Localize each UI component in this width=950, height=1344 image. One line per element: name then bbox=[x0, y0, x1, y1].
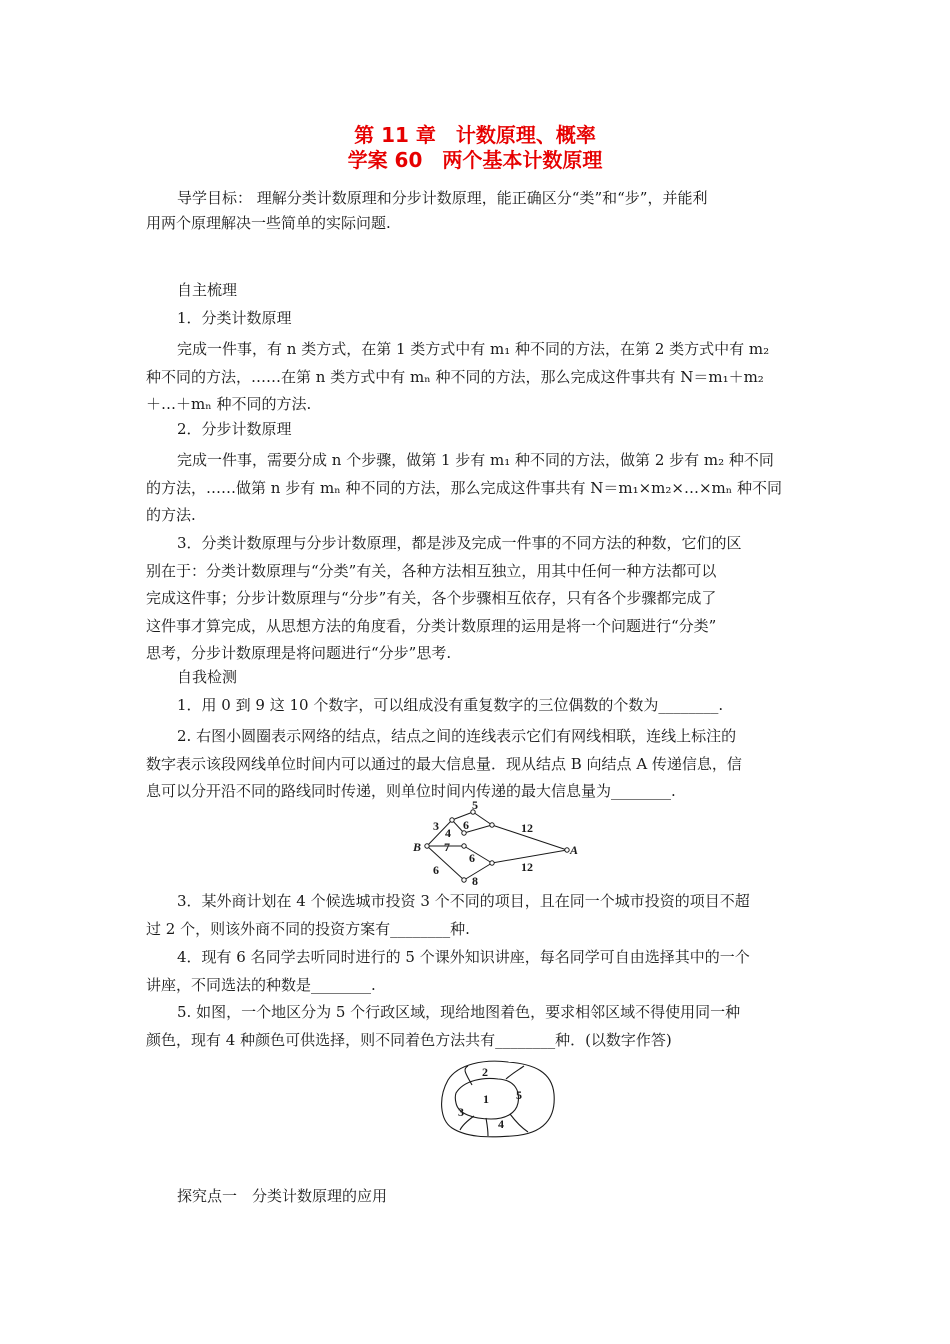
text-line: 的方法，……做第 n 步有 mₙ 种不同的方法，那么完成这件事共有 N＝m₁×m₂×…×mₙ 种不同 bbox=[146, 478, 783, 497]
question-1: 1．用 0 到 9 这 10 个数字，可以组成没有重复数字的三位偶数的个数为________. bbox=[177, 696, 724, 714]
goal-line: 导学目标： 理解分类计数原理和分步计数原理，能正确区分“类”和“步”，并能利 bbox=[177, 189, 708, 207]
edge-label: 4 bbox=[445, 826, 451, 840]
learning-goal bbox=[146, 189, 806, 233]
goal-line: 用两个原理解决一些简单的实际问题. bbox=[146, 214, 391, 232]
principle-2-title: 2．分步计数原理 bbox=[177, 420, 292, 438]
lesson-title: 学案 60 两个基本计数原理 bbox=[347, 148, 603, 172]
principle-1-title: 1．分类计数原理 bbox=[177, 309, 292, 327]
text-line: 过 2 个，则该外商不同的投资方案有________种. bbox=[146, 919, 470, 938]
text-line: 颜色，现有 4 种颜色可供选择，则不同着色方法共有________种．(以数字作答) bbox=[146, 1030, 672, 1049]
edge-label: 6 bbox=[469, 851, 475, 865]
text-line: 这件事才算完成，从思想方法的角度看，分类计数原理的运用是将一个问题进行“分类” bbox=[146, 616, 717, 635]
principle-2-text bbox=[146, 447, 806, 530]
edge-label: 3 bbox=[433, 819, 439, 833]
section-heading-explore: 探究点一 分类计数原理的应用 bbox=[177, 1187, 388, 1205]
node-label-a: A bbox=[570, 843, 579, 857]
map-region-border bbox=[486, 1118, 488, 1136]
edge-label: 6 bbox=[463, 818, 469, 832]
text-line: 思考，分步计数原理是将问题进行“分步”思考. bbox=[146, 644, 452, 662]
network-node bbox=[490, 861, 494, 865]
region-label: 3 bbox=[458, 1105, 464, 1119]
text-line: 4．现有 6 名同学去听同时进行的 5 个课外知识讲座，每名同学可自由选择其中的一个 bbox=[177, 948, 750, 966]
text-line: 完成这件事；分步计数原理与“分步”有关，各个步骤相互依存，只有各个步骤都完成了 bbox=[146, 589, 717, 607]
text-line: 讲座，不同选法的种数是________. bbox=[146, 975, 376, 994]
network-node bbox=[462, 878, 466, 882]
text-line: 息可以分开沿不同的路线同时传递，则单位时间内传递的最大信息量为________. bbox=[146, 782, 676, 800]
text-line: ＋…＋mₙ 种不同的方法. bbox=[146, 395, 312, 413]
network-node bbox=[450, 818, 454, 822]
edge-label: 6 bbox=[433, 863, 439, 877]
edge-label: 8 bbox=[472, 874, 478, 888]
network-node bbox=[490, 823, 494, 827]
text-line: 种不同的方法，……在第 n 类方式中有 mₙ 种不同的方法，那么完成这件事共有 N＝m₁＋m₂ bbox=[146, 367, 764, 386]
text-line: 别在于：分类计数原理与“分类”有关，各种方法相互独立，用其中任何一种方法都可以 bbox=[146, 561, 717, 580]
region-label: 4 bbox=[498, 1117, 504, 1131]
text-line: 5. 如图，一个地区分为 5 个行政区域，现给地图着色，要求相邻区域不得使用同一种 bbox=[177, 1003, 741, 1021]
network-diagram bbox=[405, 800, 590, 888]
network-node bbox=[425, 844, 429, 848]
network-node bbox=[565, 848, 569, 852]
region-label: 2 bbox=[482, 1065, 488, 1079]
question-3 bbox=[146, 888, 806, 943]
text-line: 数字表示该段网线单位时间内可以通过的最大信息量．现从结点 B 向结点 A 传递信息，信 bbox=[146, 754, 742, 773]
text-line: 3．分类计数原理与分步计数原理，都是涉及完成一件事的不同方法的种数，它们的区 bbox=[177, 534, 742, 552]
section-heading-review: 自主梳理 bbox=[177, 281, 238, 299]
region-label: 5 bbox=[516, 1088, 522, 1102]
chapter-title: 第 11 章 计数原理、概率 bbox=[354, 123, 596, 147]
text-line: 完成一件事，需要分成 n 个步骤，做第 1 步有 m₁ 种不同的方法，做第 2 步有 m₂ 种不同 bbox=[177, 451, 774, 469]
edge-label: 12 bbox=[521, 860, 533, 874]
region-label: 1 bbox=[483, 1092, 489, 1106]
principle-comparison bbox=[146, 530, 806, 668]
region-map bbox=[436, 1058, 558, 1138]
text-line: 3．某外商计划在 4 个候选城市投资 3 个不同的项目，且在同一个城市投资的项目不超 bbox=[177, 892, 750, 910]
question-4 bbox=[146, 944, 806, 999]
edge-label: 12 bbox=[521, 821, 533, 835]
question-5 bbox=[146, 999, 806, 1054]
edge-label: 7 bbox=[444, 840, 450, 854]
network-node bbox=[462, 844, 466, 848]
principle-1-text bbox=[146, 336, 806, 419]
map-region-border bbox=[510, 1114, 528, 1132]
section-heading-check: 自我检测 bbox=[177, 668, 238, 686]
text-line: 的方法. bbox=[146, 506, 196, 524]
edge-label: 5 bbox=[472, 800, 478, 812]
text-line: 完成一件事，有 n 类方式，在第 1 类方式中有 m₁ 种不同的方法，在第 2 类方式中有 m₂ bbox=[177, 340, 770, 358]
map-region-border bbox=[506, 1066, 524, 1079]
question-2 bbox=[146, 723, 806, 806]
node-label-b: B bbox=[413, 840, 422, 854]
text-line: 2. 右图小圆圈表示网络的结点，结点之间的连线表示它们有网线相联，连线上标注的 bbox=[177, 727, 737, 745]
